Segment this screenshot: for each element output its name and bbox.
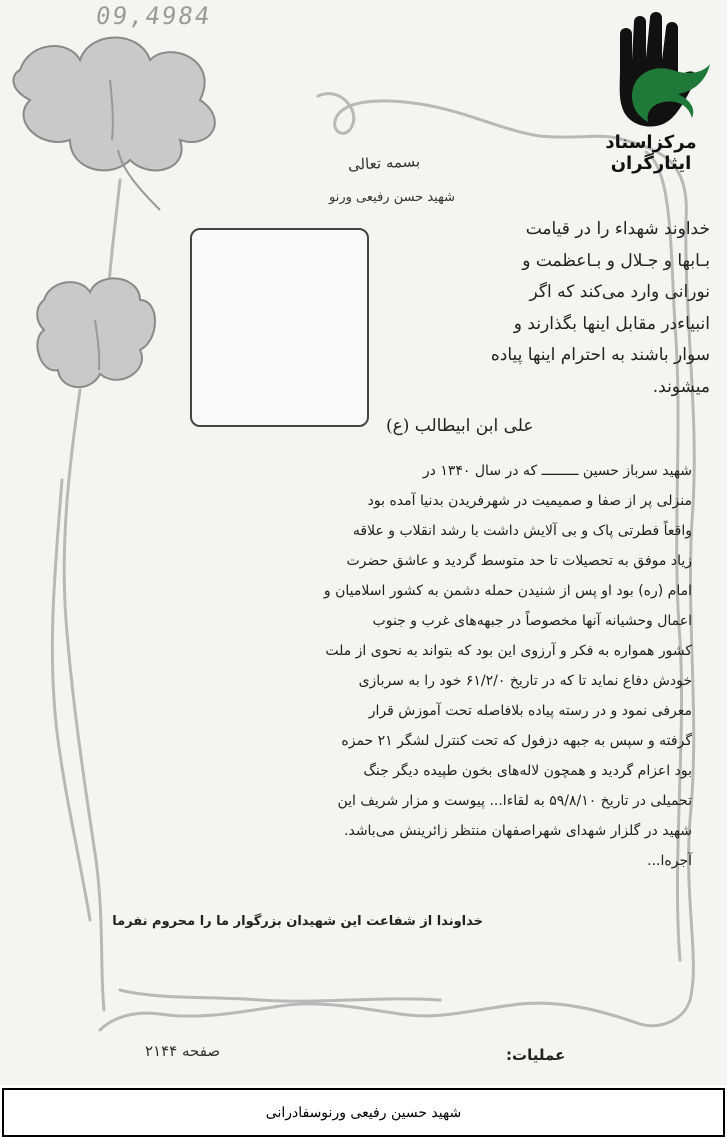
closing-prayer: خداوندا از شفاعت این شهیدان بزرگوار ما را محروم نفرما xyxy=(112,914,483,929)
biography-line: منزلی پر از صفا و صمیمیت در شهرفریدن بدنیا آمده بود xyxy=(367,493,692,509)
hadith-line: میشوند. xyxy=(652,376,710,397)
hadith-line: سوار باشند به احترام اینها پیاده xyxy=(490,345,710,365)
logo-text: مرکزاسناد ایثارگران xyxy=(605,132,697,174)
biography-text xyxy=(92,456,692,876)
bismillah-heading: بسمه تعالی xyxy=(347,152,421,174)
photo-placeholder xyxy=(190,228,369,427)
hadith-line: بـابها و جـلال و بـاعظمت و xyxy=(522,250,710,271)
martyr-name: شهید حسن رفیعی ورنو xyxy=(329,190,455,205)
archive-number: 09,4984 xyxy=(94,2,214,30)
biography-line: آجره‌ا... xyxy=(647,853,692,869)
biography-line: اعمال وحشیانه آنها مخصوصاً در جبهه‌های غرب و جنوب xyxy=(372,613,692,629)
hadith-text xyxy=(380,214,710,403)
hadith-line: انبیاءدر مقابل اینها بگذارند و xyxy=(513,313,710,334)
biography-line: تحمیلی در تاریخ ۵۹/۸/۱۰ به لقاءا... پیوست و مزار شریف این xyxy=(337,793,692,809)
caption-box xyxy=(2,1088,725,1137)
caption-text: شهید حسین رفیعی ورنوسفادرانی xyxy=(265,1104,462,1121)
biography-line: کشور همواره به فکر و آرزوی این بود که بتواند به نحوی از ملت xyxy=(325,643,692,659)
hadith-line: خداوند شهداء را در قیامت xyxy=(525,219,710,239)
biography-line: خودش دفاع نماید تا که در تاریخ ۶۱/۲/۰ خود را به سربازی xyxy=(358,673,692,689)
biography-line: امام (ره) بود او پس از شنیدن حمله دشمن به کشور اسلامیان و xyxy=(323,583,692,599)
biography-line: بود اعزام گردید و همچون لاله‌های بخون طپیده دیگر جنگ xyxy=(363,763,692,779)
page-number-label: صفحه ۲۱۴۴ xyxy=(145,1042,221,1060)
biography-line: معرفی نمود و در رسته پیاده بلافاصله تحت آموزش قرار xyxy=(368,703,692,719)
biography-line: زیاد موفق به تحصیلات تا حد متوسط گردید و عاشق حضرت xyxy=(346,553,692,569)
biography-line: گرفته و سپس به جبهه دزفول که تحت کنترل لشگر ۲۱ حمزه xyxy=(341,733,692,749)
biography-line: شهید سرباز حسین ـــــــــ که در سال ۱۳۴۰ در xyxy=(422,463,692,479)
hadith-attribution: علی ابن ابیطالب (ع) xyxy=(386,416,534,436)
hadith-line: نورانی وارد می‌کند که اگر xyxy=(529,282,710,302)
biography-line: شهید در گلزار شهدای شهراصفهان منتظر زائرینش می‌باشد. xyxy=(344,823,692,839)
biography-line: واقعاً فطرتی پاک و بی آلایش داشت با رشد انقلاب و علاقه xyxy=(352,523,692,539)
operations-label: عملیات: xyxy=(506,1046,566,1064)
